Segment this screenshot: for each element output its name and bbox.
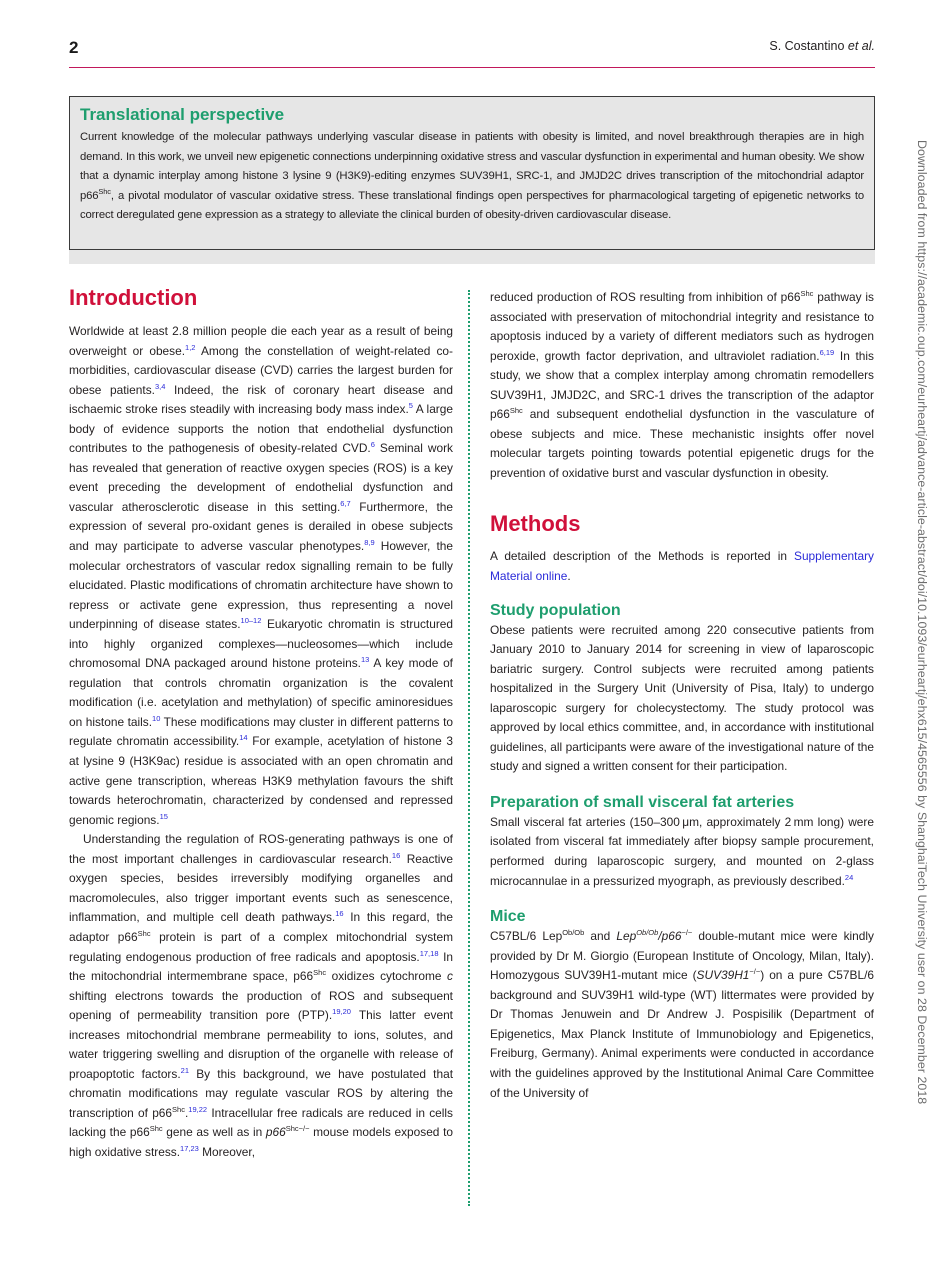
text-run: Worldwide at least 2.8 million people die each year as a result of being overweight or obese.: [69, 324, 453, 358]
text-run: A key mode of regulation that controls chromatin organization is the covalent modification (i.e. acetylation and methylation) of specific aminoresidues on histone tails.: [69, 656, 453, 729]
text-run: Furthermore, the expression of several pro-oxidant genes is derailed in obese subjects and may participate to adverse vascular phenotypes.: [69, 499, 454, 554]
running-head: [769, 39, 875, 53]
citation-link[interactable]: 6,19: [819, 347, 835, 357]
citation-link[interactable]: 10–12: [240, 616, 262, 626]
text-run: Intracellular free radicals are reduced in cells lacking the p66: [69, 1105, 453, 1140]
arteries-heading: Preparation of small visceral fat arteries: [490, 793, 795, 811]
download-watermark: [913, 140, 933, 1140]
citation-link[interactable]: 13: [360, 655, 370, 665]
text-run: and: [584, 929, 617, 944]
text-run: By this background, we have postulated that chromatin modifications may regulate vascular ROS by altering the transcription of p66: [69, 1066, 453, 1120]
text-run: pathway is associated with preservation of mitochondrial integrity and resistance to apoptosis induced by a variety of different mediators such as hydrogen peroxide, growth factor deprivation, and ultraviolet radiation.: [490, 290, 874, 363]
citation-link[interactable]: 6: [370, 440, 375, 450]
italic-run: c: [447, 969, 453, 984]
italic-run: p66: [265, 1125, 286, 1140]
introduction-paragraph-3: [490, 288, 874, 483]
citation-link[interactable]: 16: [391, 850, 401, 860]
running-head-etal: et al.: [847, 39, 875, 53]
superscript: Shc: [172, 1104, 185, 1114]
text-run: and subsequent endothelial dysfunction in the vasculature of obese subjects and mice. These mechanistic insights offer novel molecular targets pointing towards potential epigenetic drugs for the prevention of oxidative burst and vascular dysfunction in obesity.: [490, 407, 874, 480]
text-run: double-mutant mice were kindly provided by Dr M. Giorgio (European Institute of Oncology, Milan, Italy). Homozygous SUV39H1-mutant mice (: [490, 929, 874, 983]
header-rule: [69, 67, 875, 68]
supplementary-material-link[interactable]: Supplementary Material online: [490, 549, 874, 584]
superscript: Ob/Ob: [636, 928, 659, 938]
citation-link[interactable]: 14: [239, 733, 248, 743]
text-run: protein is part of a complex mitochondrial system regulating endogenous production of free radicals and apoptosis.: [69, 929, 453, 964]
superscript: Shc: [800, 289, 814, 298]
text-run: This latter event increases mitochondrial membrane permeability to ions, solutes, and water triggering swelling and disruption of the organelle with release of proapoptotic factors.: [69, 1008, 453, 1081]
arteries-text: [490, 813, 874, 891]
text-run: In this regard, the adaptor p66: [69, 910, 453, 944]
text-run: Current knowledge of the molecular pathways underlying vascular disease in patients with obesity is limited, and novel breakthrough therapies are in high demand. In this work, we unveil new epigenetic connections underpinning oxidative stress and vascular dysfunction in experimental and human obesity. We show that a dynamic interplay among histone 3 lysine 9 (H3K9)-editing enzymes SUV39H1, SRC-1, and JMJD2C drives transcription of the mitochondrial adaptor p66: [80, 131, 864, 202]
text-run: Among the constellation of weight-related co-morbidities, cardiovascular disease (CVD) carries the largest burden for obese patients.: [69, 343, 453, 397]
superscript: Shc: [149, 1124, 163, 1134]
citation-link[interactable]: 8,9: [364, 538, 375, 548]
text-run: Reactive oxygen species, besides irreversibly modifying organelles and macromolecules, also trigger important events such as senescence, inflammation, and multiple cell death pathways.: [69, 851, 453, 925]
superscript: Shc: [137, 928, 151, 938]
introduction-paragraph-1: [69, 322, 453, 830]
text-run: However, the molecular orchestrators of vascular redox signalling remain to be fully elucidated. Plastic modifications of chromatin architecture have shown to repress or activate gene expression, thus representing a novel underpinning of disease states.: [69, 539, 453, 632]
text-run: A large body of evidence supports the notion that endothelial dysfunction contributes to the pathogenesis of obesity-related CVD.: [69, 402, 453, 456]
text-run: C57BL/6 Lep: [490, 929, 563, 944]
superscript: −/−: [681, 928, 693, 938]
citation-link[interactable]: 24: [844, 872, 854, 882]
citation-link[interactable]: 19,22: [188, 1104, 208, 1114]
right-column: [490, 288, 874, 1103]
italic-run: Lep: [616, 929, 637, 944]
superscript: Ob/Ob: [562, 928, 585, 938]
introduction-heading: Introduction: [69, 285, 198, 310]
text-run: ) on a pure C57BL/6 background and SUV39H1 wild-type (WT) littermates were provided by Dr Thomas Jenuwein and Dr Andrew J. Pospisilik (Department of Epigenetics, Max Planck Institute of Immunobiology and Epigenetics, Freiburg, Germany). Animal experiments were conducted in accordance with the guidelines approved by the Institutional Animal Care Committee of the University of: [490, 968, 874, 1100]
citation-link[interactable]: 10: [152, 713, 161, 723]
superscript: Shc: [313, 968, 327, 978]
text-run: .: [567, 569, 571, 584]
study-population-heading: Study population: [490, 601, 621, 619]
introduction-paragraph-2: [69, 830, 453, 1162]
italic-run: SUV39H1: [696, 968, 750, 983]
translational-perspective-box: [69, 96, 875, 250]
text-run: Small visceral fat arteries (150–300 μm, approximately 2 mm long) were isolated from visceral fat immediately after biopsy sample procurement, performed during laparoscopic surgery, and mounted on 2-glass microcannulae in a pressurized myograph, as previously described.: [490, 814, 874, 888]
citation-link[interactable]: 15: [159, 811, 168, 821]
superscript: Shc−/−: [285, 1124, 310, 1134]
citation-link[interactable]: 16: [335, 909, 344, 919]
mice-heading: Mice: [490, 908, 526, 926]
superscript: −/−: [749, 967, 761, 977]
text-run: For example, acetylation of histone 3 at lysine 9 (H3K9ac) residue is associated with an open chromatin and active gene transcription, whereas H3K9 methylation favours the shift towards heterochromatin, characterized by condensed and repressed genomic regions.: [69, 734, 453, 827]
citation-link[interactable]: 6,7: [340, 498, 351, 508]
text-run: mouse models exposed to high oxidative stress.: [69, 1125, 453, 1159]
superscript: Shc: [509, 406, 523, 416]
study-population-text: Obese patients were recruited among 220 consecutive patients from January 2010 to January 2014 for screening in view of laparoscopic bariatric surgery. Control subjects were recruited among patients hospitalized in the Surgery Unit (University of Pisa, Italy) to undergo laparoscopic surgery for cholecystectomy. The study protocol was approved by local ethics committee, and, in accordance with institutional guidelines, all participants were aware of the investigational nature of the study and signed a written consent for their participation.: [490, 622, 874, 774]
text-run: Moreover,: [198, 1144, 256, 1159]
column-divider: [468, 290, 470, 1206]
text-run: In this study, we show that a complex interplay among chromatin remodellers SUV39H1, JMJD2C, and SRC-1 drives the transcription of the adaptor p66: [490, 348, 874, 422]
text-run: Eukaryotic chromatin is structured into highly organized complexes—nucleosomes—which include chromosomal DNA packaged around histone proteins.: [69, 617, 454, 671]
text-run: reduced production of ROS resulting from inhibition of p66: [490, 290, 801, 304]
text-run: These modifications may cluster in different patterns to regulate chromatin accessibility.: [69, 714, 453, 749]
citation-link[interactable]: 5: [408, 401, 413, 411]
citation-link[interactable]: 17,18: [419, 948, 439, 958]
text-run: .: [184, 1105, 189, 1120]
left-column: [69, 283, 453, 1163]
text-run: Understanding the regulation of ROS-generating pathways is one of the most important challenges in cardiovascular research.: [69, 832, 453, 866]
citation-link[interactable]: 17,23: [180, 1143, 199, 1153]
citation-link[interactable]: 1,2: [185, 342, 196, 352]
text-run: gene as well as in: [162, 1125, 266, 1140]
text-run: shifting electrons towards the production of ROS and subsequent opening of permeability transition pore (PTP).: [69, 988, 453, 1023]
text-run: Indeed, the risk of coronary heart disease and ischaemic stroke rises steadily with increasing body mass index.: [69, 382, 453, 417]
mice-text: [490, 927, 874, 1103]
citation-link[interactable]: 21: [180, 1065, 189, 1075]
citation-link[interactable]: 19,20: [332, 1007, 351, 1017]
text-run: In the mitochondrial intermembrane space, p66: [69, 949, 453, 984]
italic-run: /p66: [658, 929, 682, 944]
running-head-author: S. Costantino: [769, 39, 845, 53]
citation-link[interactable]: 3,4: [154, 381, 166, 391]
translational-perspective-title: Translational perspective: [80, 105, 285, 124]
translational-perspective-body: [80, 128, 864, 226]
text-run: , a pivotal modulator of vascular oxidative stress. These translational findings open perspectives for pharmacological targeting of epigenetic networks to correct deregulated gene expression as a strategy to alleviate the clinical burden of obesity-driven cardiovascular disease.: [80, 189, 864, 222]
text-run: oxidizes cytochrome: [326, 969, 448, 984]
page-number: 2: [69, 38, 79, 57]
text-run: A detailed description of the Methods is reported in: [490, 549, 795, 564]
text-run: Seminal work has revealed that generation of reactive oxygen species (ROS) is a key event preceding the development of endothelial dysfunction and vascular atherosclerotic disease in this setting.: [69, 441, 453, 514]
methods-heading: Methods: [490, 511, 581, 537]
methods-intro: [490, 547, 874, 586]
download-watermark-text: Downloaded from https://academic.oup.com/eurheartj/advance-article-abstract/doi/10.1093/eurheartj/ehx615/4565556 by ShanghaiTech University user on 28 December 2018: [915, 140, 929, 1105]
superscript: Shc: [98, 186, 111, 196]
